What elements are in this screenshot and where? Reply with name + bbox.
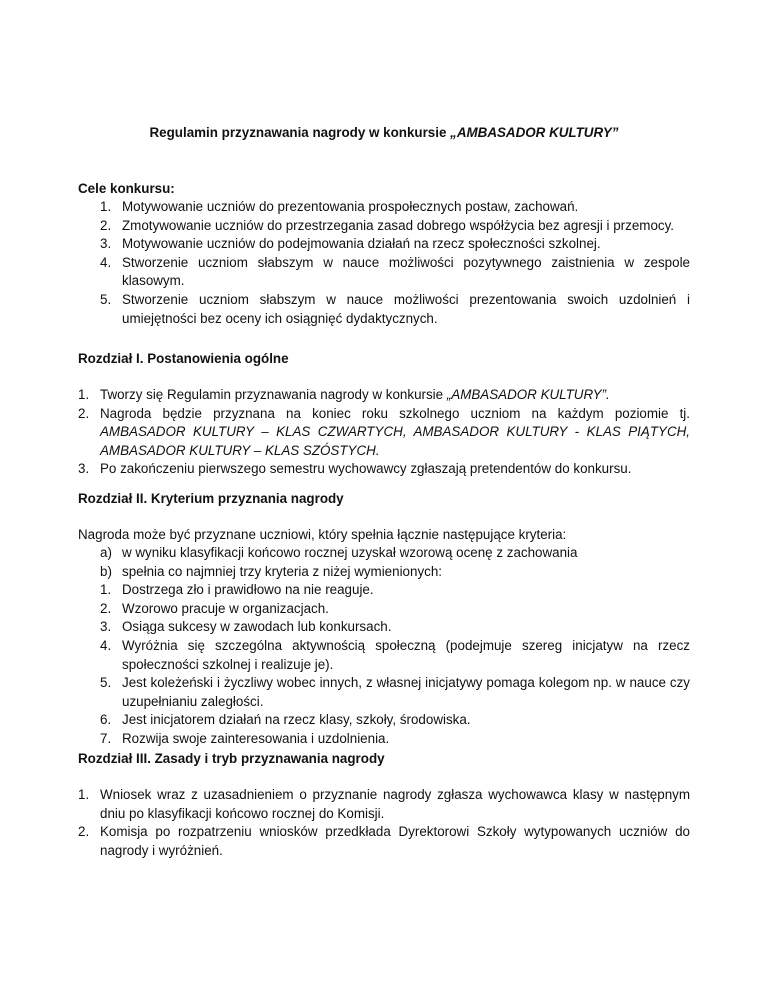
chapter1-item-2 (78, 405, 690, 461)
chapter1-item2-italic: AMBASADOR KULTURY – KLAS CZWARTYCH, AMBASADOR KULTURY - KLAS PIĄTYCH, AMBASADOR KULTURY – KLAS SZÓSTYCH. (100, 424, 690, 458)
chapter3-item-text: Wniosek wraz z uzasadnieniem o przyznanie nagrody zgłasza wychowawca klasy w następnym dniu po klasyfikacji końcowo rocznej do Komisji. (100, 787, 690, 821)
chapter1-item-1 (78, 386, 690, 405)
criteria-item-7 (78, 730, 690, 749)
goals-item-number: 5. (100, 291, 112, 307)
chapter3-item-text: Komisja po rozpatrzeniu wniosków przedkłada Dyrektorowi Szkoły wytypowanych uczniów do nagrody i wyróżnień. (100, 824, 690, 858)
chapter1-item1-italic: „AMBASADOR KULTURY”. (446, 387, 610, 402)
chapter2-list (78, 544, 690, 581)
goals-item-number: 1. (100, 199, 112, 214)
chapter1-item-number: 3. (78, 461, 90, 477)
document-title (78, 124, 690, 143)
criteria-item-text: Jest inicjatorem działań na rzecz klasy, szkoły, środowiska. (122, 712, 471, 728)
chapter2-list-block (78, 544, 690, 749)
goals-item-4 (78, 254, 690, 291)
criteria-item-number: 3. (100, 619, 112, 635)
chapter2-item-label: a) (100, 545, 112, 560)
criteria-list (78, 581, 690, 748)
chapter2-item-b-text: spełnia co najmniej trzy kryteria z niżej wymienionych: (122, 563, 443, 579)
criteria-item-4 (78, 637, 690, 674)
criteria-item-3 (78, 618, 690, 637)
goals-item-text: Stworzenie uczniom słabszym w nauce możliwości prezentowania swoich uzdolnień i umiejętności bez oceny ich osiągnięć dydaktycznych. (122, 291, 690, 326)
criteria-item-number: 7. (100, 730, 112, 746)
chapter3-item-2 (78, 823, 690, 860)
chapter1-list (78, 386, 690, 479)
chapter2-item-a (78, 544, 690, 563)
chapter1-item-number: 2. (78, 405, 90, 421)
title-prefix: Regulamin przyznawania nagrody w konkursie (149, 125, 451, 140)
chapter2-intro: Nagroda może być przyznane uczniowi, który spełnia łącznie następujące kryteria: (78, 527, 567, 542)
chapter1-item3-text: Po zakończeniu pierwszego semestru wychowawcy zgłaszają pretendentów do konkursu. (100, 461, 632, 477)
goals-item-5 (78, 291, 690, 328)
goals-item-number: 2. (100, 217, 112, 233)
chapter2-item-a-text: w wyniku klasyfikacji końcowo rocznej uzyskał wzorową ocenę z zachowania (122, 545, 578, 560)
goals-item-3 (78, 235, 690, 254)
chapter3-list (78, 786, 690, 860)
chapter2-item-label: b) (100, 563, 112, 579)
title-italic: „AMBASADOR KULTURY” (450, 125, 619, 140)
chapter1-item-3 (78, 460, 690, 479)
criteria-item-number: 5. (100, 675, 112, 691)
goals-item-text: Motywowanie uczniów do podejmowania działań na rzecz społeczności szkolnej. (122, 236, 601, 252)
chapter1-item-number: 1. (78, 387, 90, 402)
chapter1-item1-prefix: Tworzy się Regulamin przyznawania nagrody w konkursie (100, 387, 447, 402)
goals-item-text: Zmotywowanie uczniów do przestrzegania zasad dobrego współżycia bez agresji i przemocy. (122, 217, 675, 233)
chapter3-heading: Rozdział III. Zasady i tryb przyznawania nagrody (78, 751, 385, 766)
criteria-item-1 (78, 581, 690, 600)
criteria-item-text: Wzorowo pracuje w organizacjach. (122, 600, 329, 616)
chapter1-list-block (78, 386, 690, 479)
chapter1-item2-prefix: Nagroda będzie przyznana na koniec roku szkolnego uczniom na każdym poziomie tj. (100, 405, 690, 421)
criteria-item-6 (78, 711, 690, 730)
chapter3-item-1 (78, 786, 690, 823)
chapter2-item-b (78, 563, 690, 582)
goals-item-number: 3. (100, 236, 112, 252)
criteria-item-text: Osiąga sukcesy w zawodach lub konkursach. (122, 619, 392, 635)
chapter3-list-block (78, 786, 690, 860)
criteria-item-number: 2. (100, 600, 112, 616)
goals-heading: Cele konkursu: (78, 181, 175, 196)
goals-item-text: Stworzenie uczniom słabszym w nauce możliwości pozytywnego zaistnienia w zespole klasowym. (122, 254, 690, 289)
criteria-item-number: 4. (100, 637, 112, 653)
criteria-item-text: Dostrzega zło i prawidłowo na nie reaguje. (122, 582, 374, 598)
chapter2-heading: Rozdział II. Kryterium przyznania nagrody (78, 491, 344, 506)
criteria-item-5 (78, 674, 690, 711)
chapter3-item-number: 2. (78, 824, 90, 840)
chapter1-heading: Rozdział I. Postanowienia ogólne (78, 351, 289, 366)
chapter3-item-number: 1. (78, 787, 90, 802)
goals-item-text: Motywowanie uczniów do prezentowania prospołecznych postaw, zachowań. (122, 199, 579, 214)
goals-item-2 (78, 217, 690, 236)
criteria-item-text: Jest koleżeński i życzliwy wobec innych, z własnej inicjatywy pomaga kolegom np. w nauce czy uzupełnianiu zaległości. (122, 675, 690, 709)
criteria-item-2 (78, 600, 690, 619)
goals-list (78, 198, 690, 328)
criteria-item-text: Wyróżnia się szczególna aktywnością społeczną (podejmuje szereg inicjatyw na rzecz społeczności szkolnej i realizuje je). (122, 637, 690, 672)
goals-list-block (78, 198, 690, 328)
criteria-item-number: 6. (100, 712, 112, 728)
goals-item-number: 4. (100, 254, 112, 270)
goals-item-1 (78, 198, 690, 217)
criteria-item-number: 1. (100, 582, 112, 598)
criteria-item-text: Rozwija swoje zainteresowania i uzdolnienia. (122, 730, 390, 746)
